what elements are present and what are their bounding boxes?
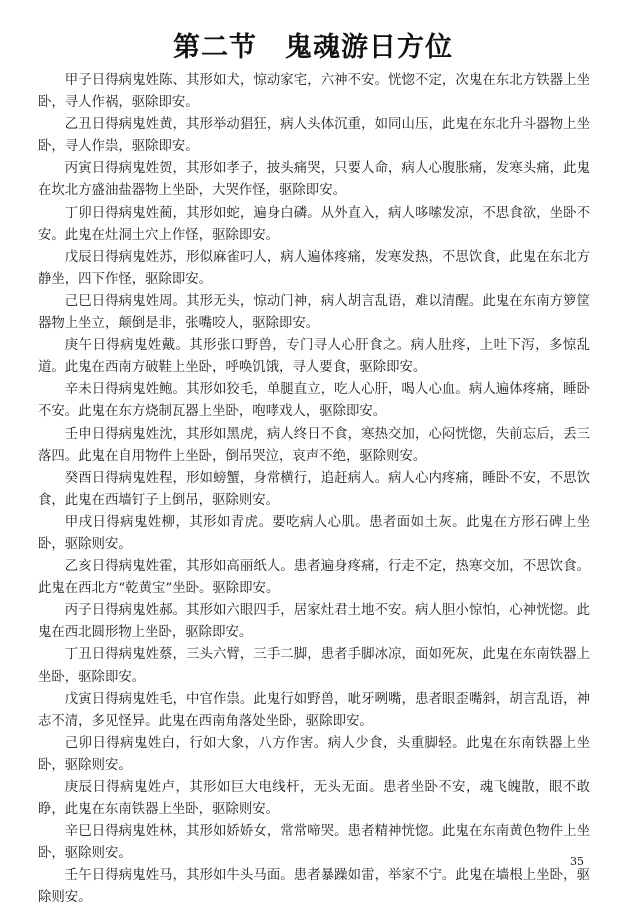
- paragraph: 癸酉日得病鬼姓程，形如螃蟹，身常横行，追赶病人。病人心内疼痛，睡卧不安，不思饮食，此鬼在西墙钉子上倒吊，驱除则安。: [38, 470, 590, 508]
- paragraph: 庚午日得病鬼姓戴。其形张口野兽，专门寻人心肝食之。病人肚疼，上吐下泻，多惊乱道。此鬼在西南方破鞋上坐卧，呼唤饥饿，寻人要食，驱除即安。: [38, 338, 590, 376]
- paragraph: 甲戌日得病鬼姓柳，其形如青虎。要吃病人心肌。患者面如土灰。此鬼在方形石碑上坐卧，驱除则安。: [38, 514, 590, 552]
- paragraph: 甲子日得病鬼姓陈、其形如犬，惊动家宅，六神不安。恍惚不定，次鬼在东北方铁器上坐卧，寻人作祸，驱除即安。: [38, 73, 590, 111]
- paragraph: 己卯日得病鬼姓白，行如大象，八方作害。病人少食，头重脚轻。此鬼在东南铁器上坐卧，驱除则安。: [38, 735, 590, 773]
- body-text: [38, 70, 590, 910]
- paragraph: 辛巳日得病鬼姓林，其形如娇娇女，常常啼哭。患者精神恍惚。此鬼在东南黄色物件上坐卧，驱除则安。: [38, 824, 590, 862]
- paragraph: 丁丑日得病鬼姓蔡，三头六臂，三手二脚，患者手脚冰凉，面如死灰，此鬼在东南铁器上坐卧，驱除即安。: [38, 647, 590, 685]
- paragraph: 壬午日得病鬼姓马，其形如牛头马面。患者暴躁如雷，举家不宁。此鬼在墙根上坐卧，驱除则安。: [38, 868, 590, 906]
- page-number: 35: [570, 855, 584, 868]
- paragraph: 戊辰日得病鬼姓苏，形似麻雀叼人，病人遍体疼痛，发寒发热，不思饮食，此鬼在东北方静坐，四下作怪，驱除即安。: [38, 249, 590, 287]
- paragraph: 庚辰日得病鬼姓卢，其形如巨大电线杆，无头无面。患者坐卧不安，魂飞魄散，眼不敢睁，此鬼在东南铁器上坐卧，驱除则安。: [38, 780, 590, 818]
- paragraph: 丙子日得病鬼姓郝。其形如六眼四手，居家灶君土地不安。病人胆小惊怕，心神恍惚。此鬼在西北圆形物上坐卧，驱除即安。: [38, 603, 590, 641]
- paragraph: 乙亥日得病鬼姓霍，其形如高丽纸人。患者遍身疼痛，行走不定，热寒交加，不思饮食。此鬼在西北方“乾黄宝”坐卧。驱除即安。: [38, 559, 590, 597]
- paragraph: 丙寅日得病鬼姓贺，其形如孝子，披头痛哭，只要人命，病人心腹胀痛，发寒头痛，此鬼在坎北方盛油盐器物上坐卧，大哭作怪，驱除即安。: [38, 161, 590, 199]
- paragraph: 壬申日得病鬼姓沈，其形如黑虎，病人终日不食，寒热交加，心闷恍惚，失前忘后，丢三落四。此鬼在自用物件上坐卧，倒吊哭泣，哀声不绝，驱除则安。: [38, 426, 590, 464]
- paragraph: 辛未日得病鬼姓鲍。其形如狡毛，单腿直立，吃人心肝，喝人心血。病人遍体疼痛，睡卧不安。此鬼在东方烧制瓦器上坐卧，咆哮戏人，驱除即安。: [38, 382, 590, 420]
- paragraph: 丁卯日得病鬼姓蔺，其形如蛇，遍身白磷。从外直入，病人哆嗦发凉，不思食欲，坐卧不安。此鬼在灶洞土穴上作怪，驱除即安。: [38, 205, 590, 243]
- paragraph: 乙丑日得病鬼姓黄，其形举动猖狂，病人头体沉重，如同山压，此鬼在东北升斗器物上坐卧，寻人作祟，驱除即安。: [38, 117, 590, 155]
- paragraph: 戊寅日得病鬼姓毛，中官作祟。此鬼行如野兽，呲牙咧嘴，患者眼歪嘴斜，胡言乱语，神志不清，多见怪异。此鬼在西南角落处坐卧，驱除即安。: [38, 691, 590, 729]
- paragraph: 己巳日得病鬼姓周。其形无头，惊动门神，病人胡言乱语，难以清醒。此鬼在东南方箩筐器物上坐立，颠倒是非，张嘴咬人，驱除即安。: [38, 293, 590, 332]
- section-title: 第二节 鬼魂游日方位: [173, 32, 453, 63]
